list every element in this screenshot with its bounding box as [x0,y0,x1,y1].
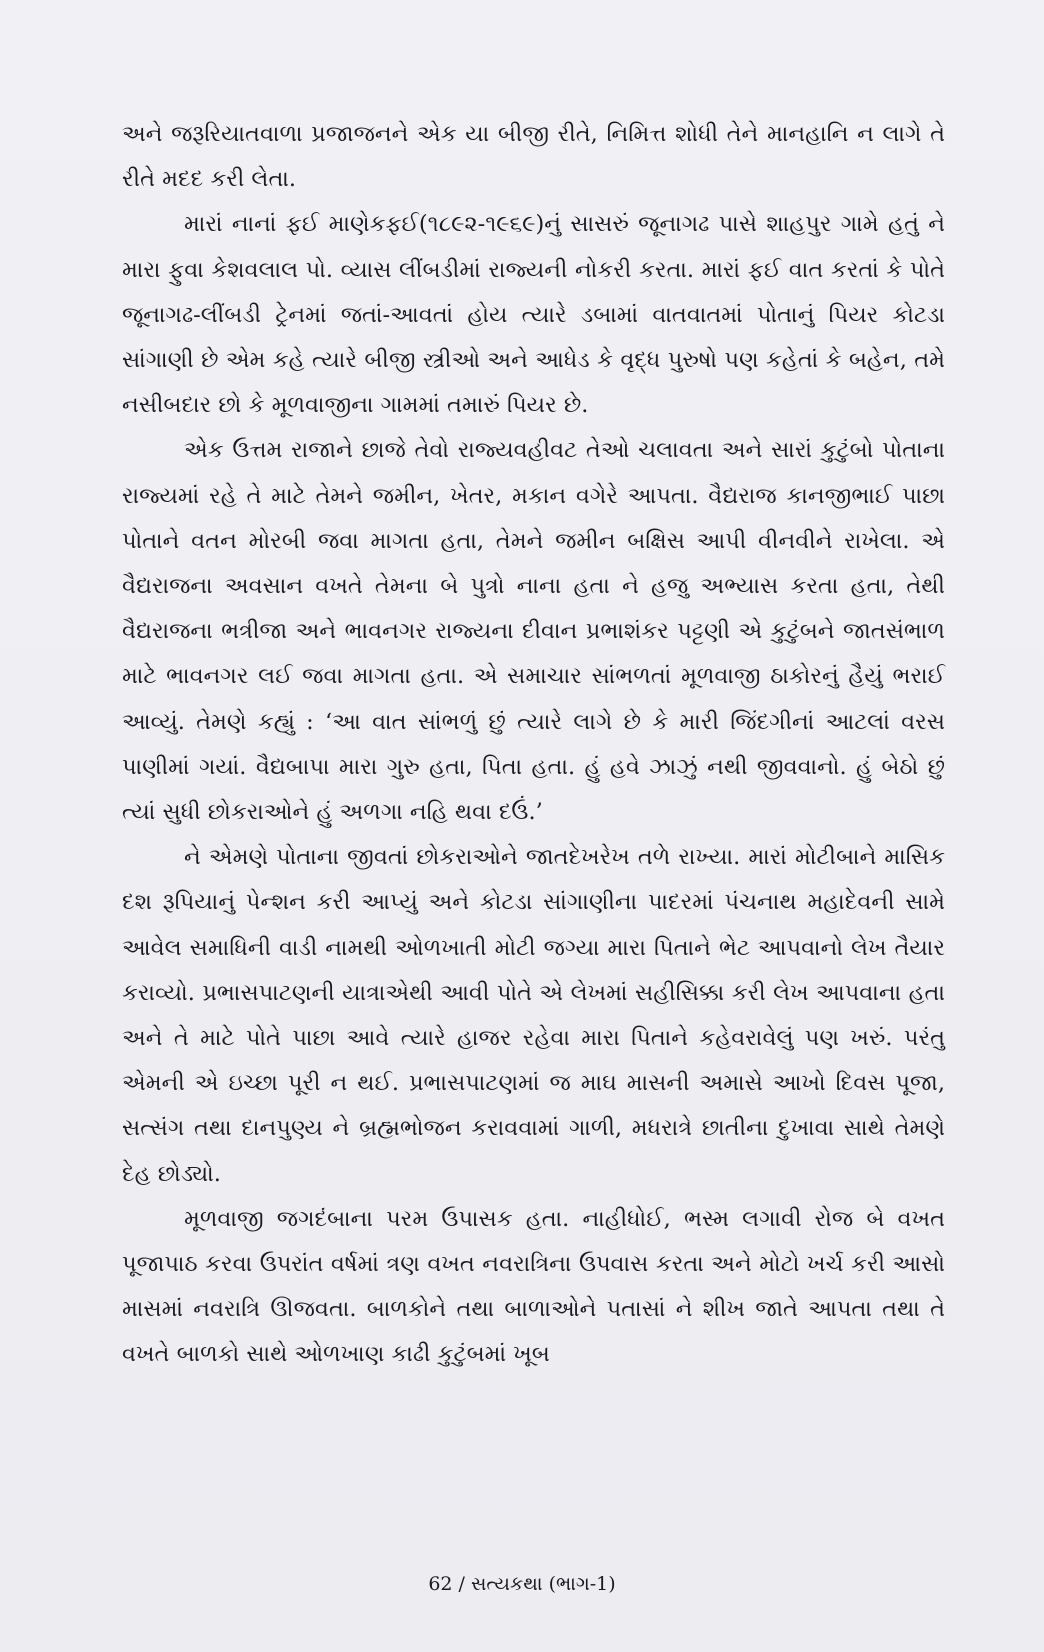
paragraph-1: અને જરૂરિયાતવાળા પ્રજાજનને એક યા બીજી રીતે, નિમિત્ત શોધી તેને માનહાનિ ન લાગે તે રીતે મદદ કરી લેતા. [122,121,945,193]
paragraph-4: ને એમણે પોતાના જીવતાં છોકરાઓને જાતદેખરેખ તળે રાખ્યા. મારાં મોટીબાને માસિક દશ રૂપિયાનું પેન્શન કરી આપ્યું અને કોટડા સાંગાણીના પાદરમાં પંચનાથ મહાદેવની સામે આવેલ સમાધિની વાડી નામથી ઓળખાતી મોટી જગ્યા મારા પિતાને ભેટ આપવાનો લેખ તૈયાર કરાવ્યો. પ્રભાસપાટણની યાત્રાએથી આવી પોતે એ લેખમાં સહીસિક્કા કરી લેખ આપવાના હતા અને તે માટે પોતે પાછા આવે ત્યારે હાજર રહેવા મારા પિતાને કહેવરાવેલું પણ ખરું. પરંતુ એમની એ ઇચ્છા પૂરી ન થઈ. પ્રભાસપાટણમાં જ માઘ માસની અમાસે આખો દિવસ પૂજા, સત્સંગ તથા દાનપુણ્ય ને બ્રહ્મભોજન કરાવવામાં ગાળી, મધરાત્રે છાતીના દુખાવા સાથે તેમણે દેહ છોડ્યો. [122,844,945,1187]
paragraph-3: એક ઉત્તમ રાજાને છાજે તેવો રાજ્યવહીવટ તેઓ ચલાવતા અને સારાં કુટુંબો પોતાના રાજ્યમાં રહે તે માટે તેમને જમીન, ખેતર, મકાન વગેરે આપતા. વૈદ્યરાજ કાનજીભાઈ પાછા પોતાને વતન મોરબી જવા માગતા હતા, તેમને જમીન બક્ષિસ આપી વીનવીને રાખેલા. એ વૈદ્યરાજના અવસાન વખતે તેમના બે પુત્રો નાના હતા ને હજુ અભ્યાસ કરતા હતા, તેથી વૈદ્યરાજના ભત્રીજા અને ભાવનગર રાજ્યના દીવાન પ્રભાશંકર પટ્ટણી એ કુટુંબને જાતસંભાળ માટે ભાવનગર લઈ જવા માગતા હતા. એ સમાચાર સાંભળતાં મૂળવાજી ઠાકોરનું હૈયું ભરાઈ આવ્યું. તેમણે કહ્યું : ‘આ વાત સાંભળું છું ત્યારે લાગે છે કે મારી જિંદગીનાં આટલાં વરસ પાણીમાં ગયાં. વૈદ્યબાપા મારા ગુરુ હતા, પિતા હતા. હું હવે ઝાઝું નથી જીવવાનો. હું બેઠો છું ત્યાં સુધી છોકરાઓને હું અળગા નહિ થવા દઉં.’ [122,437,945,826]
page-footer: 62 / સત્યકથા (ભાગ-1) [428,1573,616,1595]
paragraph-2: મારાં નાનાં ફઈ માણેકફઈ(૧૮૯૨-૧૯૬૯)નું સાસરું જૂનાગઢ પાસે શાહપુર ગામે હતું ને મારા ફુવા કેશવલાલ પો. વ્યાસ લીંબડીમાં રાજ્યની નોકરી કરતા. મારાં ફઈ વાત કરતાં કે પોતે જૂનાગઢ-લીંબડી ટ્રેનમાં જતાં-આવતાં હોય ત્યારે ડબામાં વાતવાતમાં પોતાનું પિયર કોટડા સાંગાણી છે એમ કહે ત્યારે બીજી સ્ત્રીઓ અને આધેડ કે વૃદ્ધ પુરુષો પણ કહેતાં કે બહેન, તમે નસીબદાર છો કે મૂળવાજીના ગામમાં તમારું પિયર છે. [122,211,945,419]
paragraph-5: મૂળવાજી જગદંબાના પરમ ઉપાસક હતા. નાહીધોઈ, ભસ્મ લગાવી રોજ બે વખત પૂજાપાઠ કરવા ઉપરાંત વર્ષમાં ત્રણ વખત નવરાત્રિના ઉપવાસ કરતા અને મોટો ખર્ચ કરી આસો માસમાં નવરાત્રિ ઊજવતા. બાળકોને તથા બાળાઓને પતાસાં ને શીખ જાતે આપતા તથા તે વખતે બાળકો સાથે ઓળખાણ કાઢી કુટુંબમાં ખૂબ [122,1205,945,1368]
body-text [122,112,945,1378]
